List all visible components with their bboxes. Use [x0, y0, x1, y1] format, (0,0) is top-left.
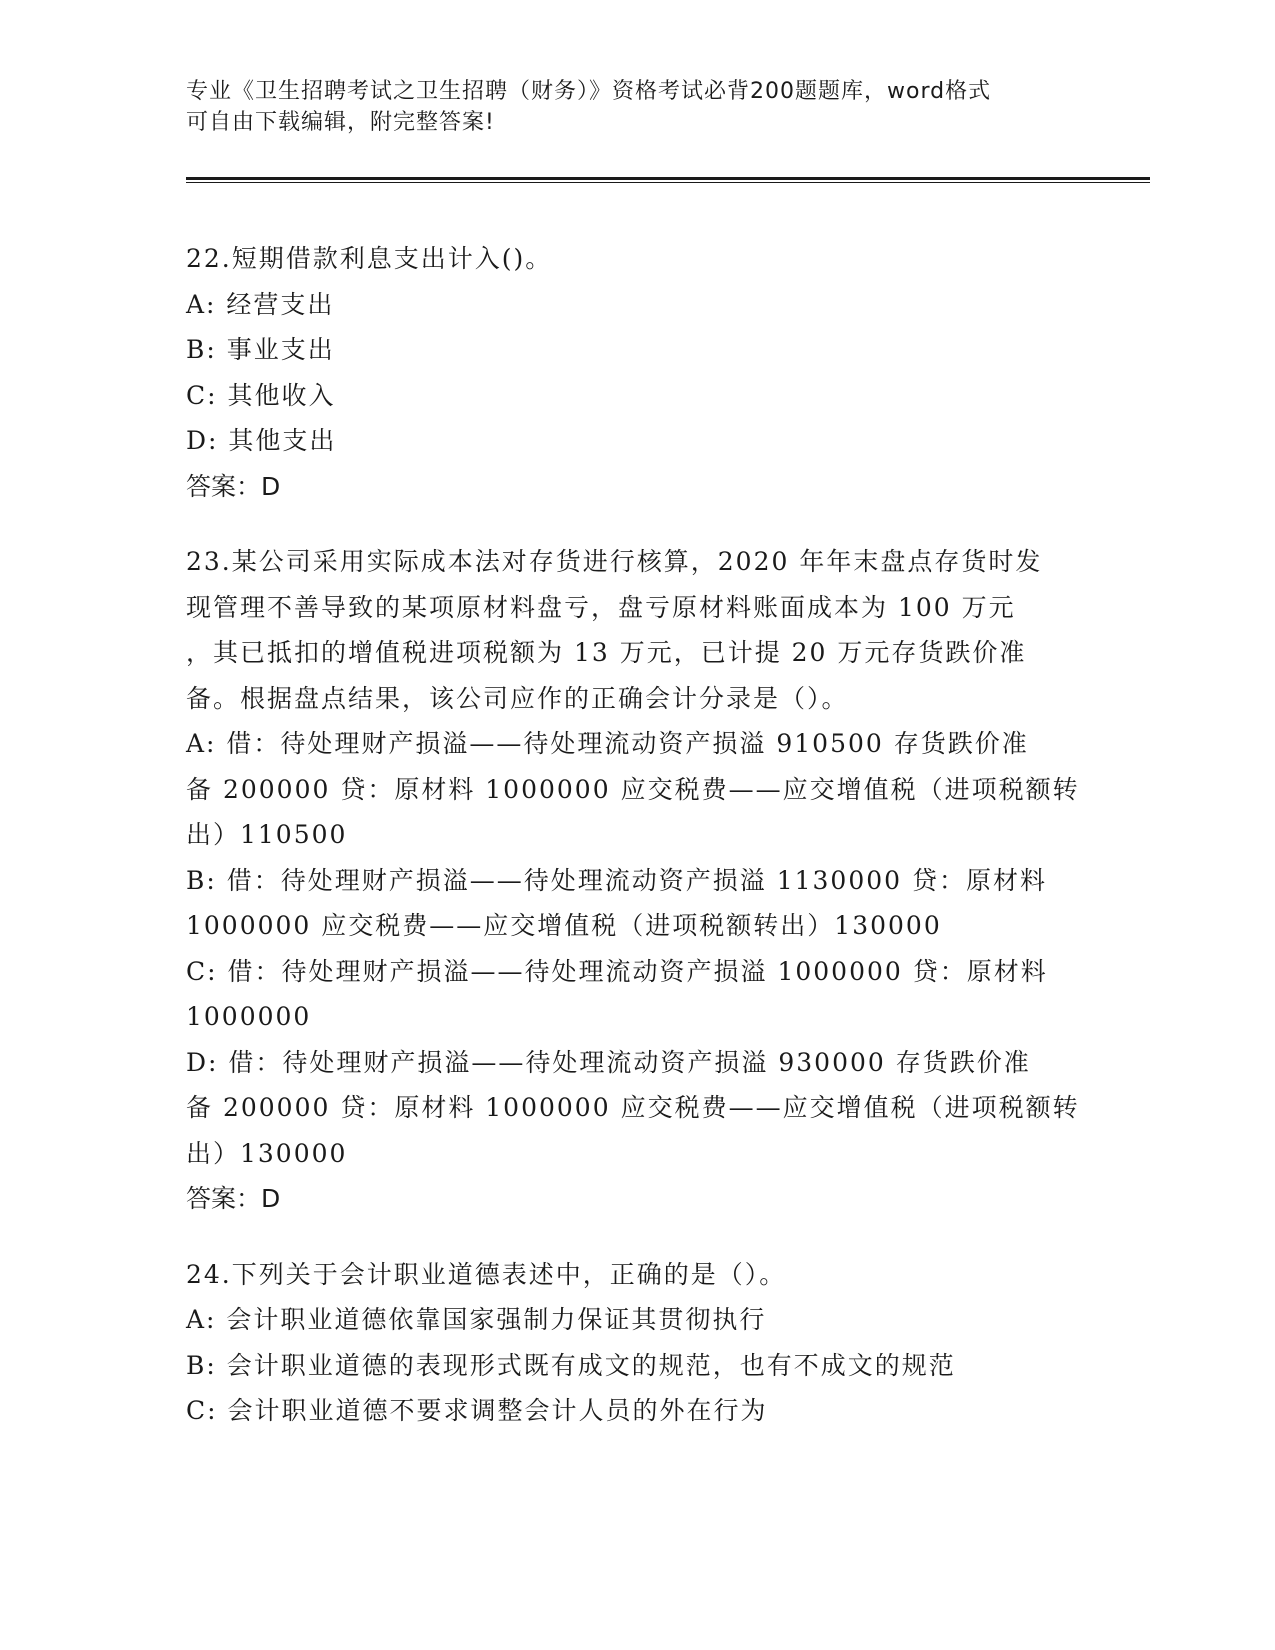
option-b: B: 借：待处理财产损溢——待处理流动资产损溢 1130000 贷：原材料	[186, 865, 1047, 895]
option-c: C: 借：待处理财产损溢——待处理流动资产损溢 1000000 贷：原材料	[186, 956, 1048, 986]
option-a-cont: 出）110500	[186, 820, 348, 849]
option-a: A: 经营支出	[186, 289, 335, 319]
option-d-cont: 出）130000	[186, 1138, 348, 1168]
question-stem-line: 现管理不善导致的某项原材料盘亏，盘亏原材料账面成本为 100 万元	[186, 592, 1016, 622]
header-line-1: 专业《卫生招聘考试之卫生招聘（财务）》资格考试必背200题题库，word格式	[186, 79, 992, 104]
header-divider-thick	[186, 177, 1150, 180]
option-d-cont: 备 200000 贷：原材料 1000000 应交税费——应交增值税（进项税额转	[186, 1093, 1080, 1122]
option-c-cont: 1000000	[186, 1002, 312, 1031]
option-b: B: 事业支出	[186, 335, 335, 364]
question-23	[186, 539, 1086, 1222]
option-a-cont: 备 200000 贷：原材料 1000000 应交税费——应交增值税（进项税额转	[186, 774, 1080, 804]
document-header	[186, 76, 1066, 138]
option-a: A: 会计职业道德依靠国家强制力保证其贯彻执行	[186, 1305, 767, 1334]
question-stem: 22.短期借款利息支出计入()。	[186, 244, 553, 273]
option-b: B: 会计职业道德的表现形式既有成文的规范，也有不成文的规范	[186, 1350, 956, 1380]
question-list	[186, 236, 1086, 1464]
header-line-2: 可自由下载编辑，附完整答案!	[186, 110, 495, 135]
answer: 答案：D	[186, 1184, 281, 1213]
option-c: C: 其他收入	[186, 380, 336, 410]
option-d: D: 借：待处理财产损溢——待处理流动资产损溢 930000 存货跌价准	[186, 1047, 1031, 1077]
question-24	[186, 1252, 1086, 1434]
answer: 答案：D	[186, 471, 281, 501]
option-a: A: 借：待处理财产损溢——待处理流动资产损溢 910500 存货跌价准	[186, 729, 1029, 758]
question-22	[186, 236, 1086, 509]
question-stem-line: 备。根据盘点结果，该公司应作的正确会计分录是（）。	[186, 683, 849, 713]
question-stem-line: 23.某公司采用实际成本法对存货进行核算，2020 年年末盘点存货时发	[186, 547, 1043, 576]
option-d: D: 其他支出	[186, 426, 337, 455]
option-c: C: 会计职业道德不要求调整会计人员的外在行为	[186, 1396, 768, 1425]
header-divider-thin	[186, 182, 1150, 183]
question-stem: 24.下列关于会计职业道德表述中，正确的是（）。	[186, 1259, 787, 1289]
option-b-cont: 1000000 应交税费——应交增值税（进项税额转出）130000	[186, 911, 942, 940]
question-stem-line: ，其已抵扣的增值税进项税额为 13 万元，已计提 20 万元存货跌价准	[186, 638, 1027, 667]
